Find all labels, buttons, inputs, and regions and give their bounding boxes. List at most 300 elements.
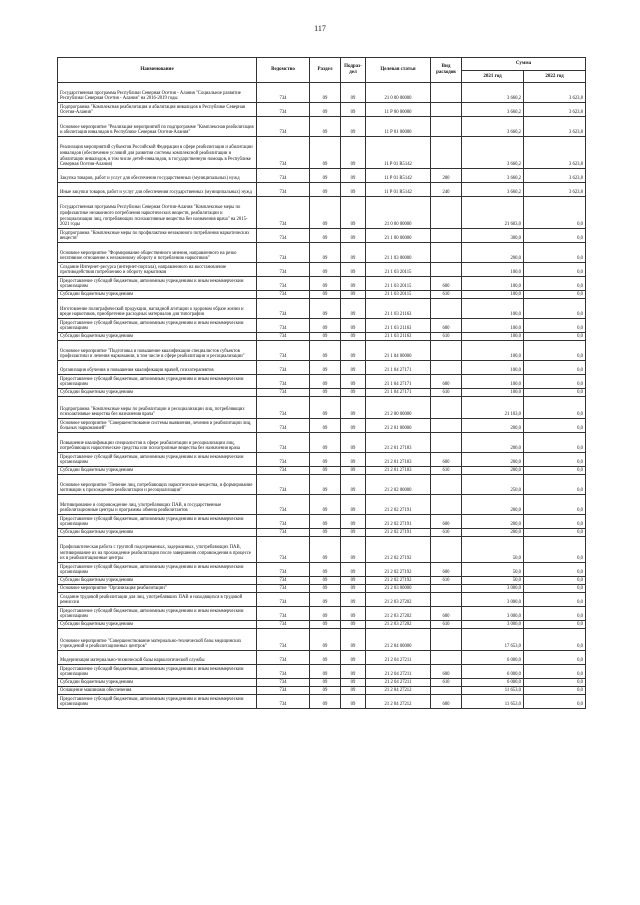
row-amount-2021: 250,0	[462, 475, 524, 495]
row-amount-2022: 0,0	[524, 515, 586, 529]
row-section: 09	[310, 243, 341, 263]
row-name: Профилактическая работа с группой подозреваемых, задержанных, употребляющих ПАВ, мотивирование их на прохождение реабилитации после завершения сопровождения в процессе их в реабилитационные центры	[58, 537, 257, 563]
row-amount-2021: 3 660,2	[462, 169, 524, 183]
row-target: 21 2 00 00000	[366, 397, 431, 419]
row-section: 09	[310, 419, 341, 433]
row-name: Основное мероприятие "Формирование общественного мнения, направленного на резко негативное отношение к незаконному обороту и потреблению наркотиков"	[58, 243, 257, 263]
row-subsection: 09	[341, 495, 366, 515]
table-row	[58, 475, 586, 495]
row-name: Основное мероприятие "Лечение лиц, потребляющих наркотические вещества, и формирование мотивации к прохождению реабилитации и ресоциализации"	[58, 475, 257, 495]
row-target: 21 0 00 00000	[366, 197, 431, 229]
row-section: 09	[310, 375, 341, 389]
row-section: 09	[310, 629, 341, 651]
row-name: Оснащение машинами обеспечения	[58, 687, 257, 695]
row-exp-type	[431, 263, 462, 277]
row-target: 21 1 03 21163	[366, 319, 431, 333]
row-section: 09	[310, 593, 341, 607]
row-target: 21 2 02 27192	[366, 577, 431, 585]
table-row	[58, 687, 586, 695]
row-subsection: 09	[341, 433, 366, 453]
row-subsection: 09	[341, 169, 366, 183]
row-section: 09	[310, 319, 341, 333]
row-target: 21 1 03 20115	[366, 291, 431, 299]
header-amount: Сумма	[462, 58, 586, 71]
row-name: Предоставление субсидий бюджетным, автономным учреждениям и иным некоммерческим организациям	[58, 277, 257, 291]
row-amount-2021: 200,0	[462, 495, 524, 515]
row-target: 21 2 01 27183	[366, 433, 431, 453]
row-amount-2022: 0,0	[524, 277, 586, 291]
row-name: Изготовление полиграфической продукции, наглядной агитации о здоровом образе жизни и вреде наркотиков, приобретение расходных материалов для типографии	[58, 299, 257, 319]
row-section: 09	[310, 495, 341, 515]
row-subsection: 09	[341, 621, 366, 629]
row-subsection: 09	[341, 665, 366, 679]
row-amount-2022: 0,0	[524, 375, 586, 389]
row-amount-2022: 0,0	[524, 243, 586, 263]
row-target: 21 1 03 20115	[366, 263, 431, 277]
table-row	[58, 607, 586, 621]
row-exp-type	[431, 361, 462, 375]
row-exp-type: 200	[431, 169, 462, 183]
row-dept: 734	[257, 467, 310, 475]
row-target: 11 Р 00 00000	[366, 103, 431, 117]
row-name: Государственная программа Республики Северная Осетия-Алания "Комплексные меры по профилактике незаконного потребления наркотических веществ, реабилитации и ресоциализации лиц, потребляющих психоактивные вещества без назначения врача" на 2015-2021 годы	[58, 197, 257, 229]
row-exp-type: 600	[431, 277, 462, 291]
row-amount-2021: 21 603,0	[462, 197, 524, 229]
row-amount-2022: 0,0	[524, 397, 586, 419]
row-target: 21 2 03 27202	[366, 621, 431, 629]
row-amount-2022: 3 623,8	[524, 103, 586, 117]
page-number: 117	[314, 24, 326, 33]
row-exp-type	[431, 593, 462, 607]
row-dept: 734	[257, 453, 310, 467]
row-name: Иные закупки товаров, работ и услуг для обеспечения государственных (муниципальных) нужд	[58, 183, 257, 197]
row-name: Субсидии бюджетным учреждениям	[58, 621, 257, 629]
row-name: Предоставление субсидий бюджетным, автономным учреждениям и иным некоммерческим организациям	[58, 375, 257, 389]
row-name: Государственная программа Республики Северная Осетия - Алания "Социальное развитие Республики Северная Осетия - Алания" на 2016-2019 годы	[58, 83, 257, 103]
table-row	[58, 537, 586, 563]
row-dept: 734	[257, 577, 310, 585]
row-amount-2022: 0,0	[524, 629, 586, 651]
row-amount-2021: 300,0	[462, 229, 524, 243]
row-exp-type: 240	[431, 183, 462, 197]
row-amount-2022: 0,0	[524, 529, 586, 537]
row-subsection: 09	[341, 419, 366, 433]
row-amount-2022: 0,0	[524, 651, 586, 665]
row-amount-2021: 200,0	[462, 433, 524, 453]
header-dept: Ведомство	[257, 58, 310, 83]
row-amount-2022: 0,0	[524, 563, 586, 577]
row-amount-2021: 100,0	[462, 333, 524, 341]
table-row	[58, 229, 586, 243]
row-subsection: 09	[341, 629, 366, 651]
row-amount-2021: 200,0	[462, 515, 524, 529]
row-name: Субсидии бюджетным учреждениям	[58, 467, 257, 475]
row-name: Предоставление субсидий бюджетным, автономным учреждениям и иным некоммерческим организациям	[58, 695, 257, 709]
row-amount-2021: 200,0	[462, 467, 524, 475]
row-dept: 734	[257, 621, 310, 629]
row-amount-2022: 0,0	[524, 229, 586, 243]
row-exp-type: 610	[431, 389, 462, 397]
row-name: Подпрограмма "Комплексные меры по профилактике незаконного потребления наркотических веществ"	[58, 229, 257, 243]
row-exp-type	[431, 243, 462, 263]
row-subsection: 09	[341, 291, 366, 299]
row-exp-type	[431, 299, 462, 319]
row-subsection: 09	[341, 607, 366, 621]
row-subsection: 09	[341, 529, 366, 537]
table-row	[58, 585, 586, 593]
table-row	[58, 375, 586, 389]
row-exp-type: 600	[431, 695, 462, 709]
row-amount-2022: 3 623,8	[524, 83, 586, 103]
row-subsection: 09	[341, 453, 366, 467]
row-subsection: 09	[341, 695, 366, 709]
row-target: 21 2 02 27191	[366, 515, 431, 529]
row-exp-type: 610	[431, 621, 462, 629]
row-amount-2021: 100,0	[462, 341, 524, 361]
row-name: Модернизация материально-технической базы наркологической службы	[58, 651, 257, 665]
table-row	[58, 137, 586, 169]
row-target: 21 2 03 27202	[366, 593, 431, 607]
row-name: Основное мероприятие "Совершенствование материально-технической базы медицинских учреждений и реабилитационных центров"	[58, 629, 257, 651]
row-exp-type	[431, 537, 462, 563]
row-name: Основное мероприятие "Подготовка и повышение квалификации специалистов субъектов профилактики и лечения наркомании, в том числе в сфере реабилитации и ресоциализации"	[58, 341, 257, 361]
row-amount-2021: 50,0	[462, 537, 524, 563]
row-target: 21 1 04 27171	[366, 375, 431, 389]
row-target: 21 1 00 00000	[366, 229, 431, 243]
row-subsection: 09	[341, 319, 366, 333]
table-row	[58, 467, 586, 475]
row-name: Субсидии бюджетным учреждениям	[58, 577, 257, 585]
row-dept: 734	[257, 137, 310, 169]
table-row	[58, 577, 586, 585]
table-row	[58, 621, 586, 629]
row-dept: 734	[257, 679, 310, 687]
table-row	[58, 679, 586, 687]
row-subsection: 09	[341, 651, 366, 665]
header-section: Раздел	[310, 58, 341, 83]
row-dept: 734	[257, 651, 310, 665]
table-row	[58, 433, 586, 453]
row-section: 09	[310, 397, 341, 419]
row-dept: 734	[257, 291, 310, 299]
row-amount-2022: 0,0	[524, 197, 586, 229]
header-2022: 2022 год	[524, 71, 586, 83]
row-target: 21 2 04 00000	[366, 629, 431, 651]
row-amount-2022: 0,0	[524, 419, 586, 433]
row-section: 09	[310, 389, 341, 397]
row-subsection: 09	[341, 687, 366, 695]
row-exp-type: 600	[431, 453, 462, 467]
row-target: 21 2 01 00000	[366, 419, 431, 433]
table-row	[58, 515, 586, 529]
row-section: 09	[310, 695, 341, 709]
table-row	[58, 389, 586, 397]
header-2021: 2021 год	[462, 71, 524, 83]
row-exp-type	[431, 629, 462, 651]
row-amount-2022: 0,0	[524, 467, 586, 475]
row-name: Основное мероприятие "Реализация мероприятий по подпрограмме "Комплексная реабилитация и абилитация инвалидов в Республике Северная Осетия-Алания"	[58, 117, 257, 137]
table-row	[58, 593, 586, 607]
row-amount-2021: 50,0	[462, 577, 524, 585]
row-amount-2021: 100,0	[462, 291, 524, 299]
row-amount-2022: 3 623,8	[524, 169, 586, 183]
row-section: 09	[310, 529, 341, 537]
row-dept: 734	[257, 607, 310, 621]
row-section: 09	[310, 651, 341, 665]
table-row	[58, 453, 586, 467]
row-amount-2022: 0,0	[524, 453, 586, 467]
row-amount-2021: 3 660,2	[462, 117, 524, 137]
row-amount-2022: 0,0	[524, 621, 586, 629]
row-section: 09	[310, 453, 341, 467]
row-name: Предоставление субсидий бюджетным, автономным учреждениям и иным некоммерческим организациям	[58, 515, 257, 529]
row-section: 09	[310, 291, 341, 299]
header-exp-type: Вид расходов	[431, 58, 462, 83]
table-row	[58, 277, 586, 291]
row-dept: 734	[257, 665, 310, 679]
row-subsection: 09	[341, 585, 366, 593]
row-exp-type	[431, 397, 462, 419]
row-name: Создание Интернет-ресурса (интернет-портала), направленного на восстановление противодействия потреблению и обороту наркотиков	[58, 263, 257, 277]
row-target: 21 2 02 00000	[366, 475, 431, 495]
row-target: 21 0 00 00000	[366, 83, 431, 103]
row-name: Субсидии бюджетным учреждениям	[58, 529, 257, 537]
row-exp-type: 610	[431, 333, 462, 341]
row-amount-2021: 200,0	[462, 529, 524, 537]
budget-table	[57, 57, 586, 709]
row-amount-2021: 3 660,2	[462, 83, 524, 103]
row-dept: 734	[257, 103, 310, 117]
row-subsection: 09	[341, 577, 366, 585]
row-dept: 734	[257, 341, 310, 361]
row-section: 09	[310, 621, 341, 629]
table-row	[58, 563, 586, 577]
row-target: 21 2 03 27202	[366, 607, 431, 621]
row-amount-2021: 200,0	[462, 419, 524, 433]
row-dept: 734	[257, 515, 310, 529]
row-section: 09	[310, 537, 341, 563]
row-target: 21 2 02 27191	[366, 529, 431, 537]
row-section: 09	[310, 169, 341, 183]
row-section: 09	[310, 563, 341, 577]
table-row	[58, 169, 586, 183]
row-subsection: 09	[341, 243, 366, 263]
row-section: 09	[310, 299, 341, 319]
table-row	[58, 117, 586, 137]
row-subsection: 09	[341, 389, 366, 397]
row-section: 09	[310, 665, 341, 679]
row-section: 09	[310, 687, 341, 695]
row-dept: 734	[257, 117, 310, 137]
row-amount-2022: 0,0	[524, 341, 586, 361]
row-amount-2021: 3 000,0	[462, 593, 524, 607]
row-dept: 734	[257, 183, 310, 197]
row-target: 21 2 01 27183	[366, 453, 431, 467]
row-dept: 734	[257, 495, 310, 515]
row-name: Предоставление субсидий бюджетным, автономным учреждениям и иным некоммерческим организациям	[58, 607, 257, 621]
row-amount-2021: 11 653,0	[462, 695, 524, 709]
row-dept: 734	[257, 333, 310, 341]
row-amount-2022: 3 623,8	[524, 137, 586, 169]
row-amount-2022: 0,0	[524, 389, 586, 397]
row-exp-type: 600	[431, 375, 462, 389]
row-amount-2021: 3 660,2	[462, 137, 524, 169]
row-amount-2021: 200,0	[462, 243, 524, 263]
row-amount-2021: 100,0	[462, 263, 524, 277]
row-subsection: 09	[341, 467, 366, 475]
row-exp-type	[431, 137, 462, 169]
row-target: 21 1 04 27171	[366, 361, 431, 375]
row-dept: 734	[257, 361, 310, 375]
row-amount-2021: 3 660,2	[462, 183, 524, 197]
row-section: 09	[310, 263, 341, 277]
row-amount-2021: 100,0	[462, 277, 524, 291]
row-name: Повышение квалификации специалистов в сфере реабилитации и ресоциализации лиц, потребляющих наркотические средства или психотропные вещества без назначения врача	[58, 433, 257, 453]
row-target: 21 1 03 20115	[366, 277, 431, 291]
row-dept: 734	[257, 229, 310, 243]
table-row	[58, 83, 586, 103]
row-exp-type: 600	[431, 515, 462, 529]
row-section: 09	[310, 475, 341, 495]
row-section: 09	[310, 433, 341, 453]
row-subsection: 09	[341, 537, 366, 563]
row-target: 21 2 04 27212	[366, 695, 431, 709]
row-name: Субсидии бюджетным учреждениям	[58, 291, 257, 299]
row-section: 09	[310, 333, 341, 341]
row-dept: 734	[257, 433, 310, 453]
row-dept: 734	[257, 299, 310, 319]
row-name: Мотивирование и сопровождение лиц, употребляющих ПАВ, в государственные реабилитационные центры и программы обмена реабилитантов	[58, 495, 257, 515]
row-amount-2022: 0,0	[524, 495, 586, 515]
row-amount-2021: 50,0	[462, 563, 524, 577]
row-subsection: 09	[341, 83, 366, 103]
header-name: Наименование	[58, 58, 257, 83]
header-subsection: Подраз-дел	[341, 58, 366, 83]
row-name: Субсидии бюджетным учреждениям	[58, 333, 257, 341]
row-subsection: 09	[341, 333, 366, 341]
table-row	[58, 103, 586, 117]
row-dept: 734	[257, 563, 310, 577]
row-name: Организация обучения и повышения квалификации врачей, психотерапевтов	[58, 361, 257, 375]
row-target: 21 2 02 27192	[366, 563, 431, 577]
row-amount-2022: 0,0	[524, 585, 586, 593]
table-body	[58, 83, 586, 709]
row-name: Предоставление субсидий бюджетным, автономным учреждениям и иным некоммерческим организациям	[58, 563, 257, 577]
row-name: Подпрограмма "Комплексная реабилитация и абилитация инвалидов в Республике Северная Осетия-Алания"	[58, 103, 257, 117]
table-row	[58, 243, 586, 263]
row-subsection: 09	[341, 375, 366, 389]
row-name: Основное мероприятие "Организация реабилитации"	[58, 585, 257, 593]
row-target: 11 Р 01 R5142	[366, 183, 431, 197]
row-subsection: 09	[341, 563, 366, 577]
row-dept: 734	[257, 529, 310, 537]
row-section: 09	[310, 585, 341, 593]
row-dept: 734	[257, 629, 310, 651]
row-target: 21 2 04 27211	[366, 651, 431, 665]
header-target: Целевая статья	[366, 58, 431, 83]
row-amount-2021: 6 000,0	[462, 651, 524, 665]
row-subsection: 09	[341, 277, 366, 291]
row-amount-2022: 0,0	[524, 333, 586, 341]
row-section: 09	[310, 607, 341, 621]
row-dept: 734	[257, 695, 310, 709]
row-exp-type: 610	[431, 577, 462, 585]
row-exp-type: 610	[431, 291, 462, 299]
row-subsection: 09	[341, 117, 366, 137]
row-exp-type	[431, 651, 462, 665]
row-name: Субсидии бюджетным учреждениям	[58, 389, 257, 397]
row-target: 21 1 03 00000	[366, 243, 431, 263]
row-subsection: 09	[341, 263, 366, 277]
row-name: Основное мероприятие "Совершенствование системы выявления, лечения и реабилитации лиц, больных наркоманией"	[58, 419, 257, 433]
row-name: Предоставление субсидий бюджетным, автономным учреждениям и иным некоммерческим организациям	[58, 319, 257, 333]
table-row	[58, 695, 586, 709]
table-row	[58, 629, 586, 651]
row-section: 09	[310, 515, 341, 529]
row-exp-type	[431, 433, 462, 453]
row-amount-2022: 0,0	[524, 433, 586, 453]
row-name: Подпрограмма "Комплексные меры по реабилитации и ресоциализации лиц, потребляющих психоактивные вещества без назначения врача"	[58, 397, 257, 419]
row-name: Создание трудовой реабилитации для лиц, употреблявших ПАВ и находящихся в трудовой ремиссии	[58, 593, 257, 607]
row-dept: 734	[257, 263, 310, 277]
row-amount-2021: 3 000,0	[462, 607, 524, 621]
row-target: 21 2 04 27212	[366, 687, 431, 695]
row-dept: 734	[257, 537, 310, 563]
row-dept: 734	[257, 389, 310, 397]
row-subsection: 09	[341, 475, 366, 495]
row-amount-2022: 0,0	[524, 475, 586, 495]
row-exp-type	[431, 475, 462, 495]
row-target: 21 2 04 27211	[366, 679, 431, 687]
row-subsection: 09	[341, 515, 366, 529]
row-dept: 734	[257, 585, 310, 593]
row-dept: 734	[257, 375, 310, 389]
row-amount-2022: 0,0	[524, 299, 586, 319]
row-exp-type	[431, 495, 462, 515]
row-dept: 734	[257, 169, 310, 183]
row-amount-2021: 3 000,0	[462, 621, 524, 629]
row-exp-type: 610	[431, 529, 462, 537]
row-exp-type: 610	[431, 679, 462, 687]
row-exp-type: 610	[431, 467, 462, 475]
table-row	[58, 397, 586, 419]
row-target: 21 1 04 00000	[366, 341, 431, 361]
row-amount-2022: 0,0	[524, 679, 586, 687]
row-target: 21 2 01 27183	[366, 467, 431, 475]
row-amount-2021: 200,0	[462, 453, 524, 467]
row-dept: 734	[257, 419, 310, 433]
row-target: 21 2 04 27211	[366, 665, 431, 679]
row-amount-2022: 0,0	[524, 291, 586, 299]
row-subsection: 09	[341, 197, 366, 229]
row-dept: 734	[257, 687, 310, 695]
row-section: 09	[310, 577, 341, 585]
row-amount-2021: 6 000,0	[462, 665, 524, 679]
row-exp-type	[431, 117, 462, 137]
row-amount-2021: 100,0	[462, 319, 524, 333]
row-target: 11 Р 01 R5142	[366, 169, 431, 183]
row-name: Предоставление субсидий бюджетным, автономным учреждениям и иным некоммерческим организациям	[58, 453, 257, 467]
row-amount-2021: 100,0	[462, 375, 524, 389]
row-section: 09	[310, 277, 341, 291]
row-amount-2022: 3 623,8	[524, 183, 586, 197]
table-row	[58, 299, 586, 319]
row-exp-type	[431, 229, 462, 243]
row-section: 09	[310, 137, 341, 169]
row-amount-2021: 11 653,0	[462, 687, 524, 695]
row-amount-2021: 21 103,0	[462, 397, 524, 419]
table-row	[58, 665, 586, 679]
